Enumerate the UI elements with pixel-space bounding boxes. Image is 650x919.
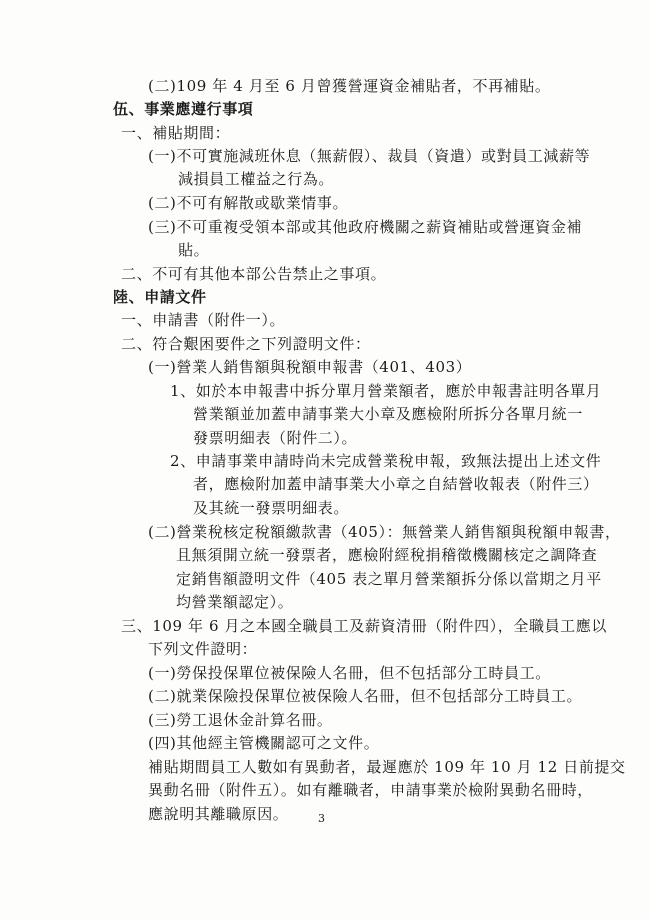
text-line: 應說明其離職原因。	[148, 805, 289, 823]
text-line: 均營業額認定）。	[176, 593, 294, 611]
text-line: 且無須開立統一發票者，應檢附經稅捐稽徵機關核定之調降查	[176, 546, 598, 564]
text-line: (三)不可重複受領本部或其他政府機關之薪資補貼或營運資金補	[148, 218, 583, 236]
text-line: (二)就業保險投保單位被保險人名冊，但不包括部分工時員工。	[148, 687, 583, 705]
text-line: 貼。	[178, 241, 210, 259]
text-line: 2、申請事業申請時尚未完成營業稅申報，致無法提出上述文件	[170, 452, 602, 470]
text-line: 二、符合艱困要件之下列證明文件：	[121, 335, 371, 353]
text-line: 及其統一發票明細表。	[193, 499, 350, 517]
text-line: (一)不可實施減班休息（無薪假）、裁員（資遣）或對員工減薪等	[148, 147, 591, 165]
text-line: 補貼期間員工人數如有異動者，最遲應於 109 年 10 月 12 日前提交	[148, 758, 626, 776]
text-line: 二、不可有其他本部公告禁止之事項。	[121, 265, 387, 283]
text-line: 營業額並加蓋申請事業大小章及應檢附所拆分各單月統一	[193, 405, 584, 423]
text-line: (四)其他經主管機關認可之文件。	[148, 734, 380, 752]
text-line: 一、申請書（附件一）。	[121, 311, 286, 329]
text-line: 發票明細表（附件二）。	[193, 429, 358, 447]
text-line: (一)營業人銷售額與稅額申報書（401、403）	[148, 358, 472, 376]
text-line: 1、如於本申報書中拆分單月營業額者，應於申報書註明各單月	[170, 382, 602, 400]
text-line: 減損員工權益之行為。	[178, 170, 335, 188]
section-heading: 陸、申請文件	[113, 288, 207, 306]
page-number: 3	[318, 812, 325, 825]
text-line: 下列文件證明：	[148, 640, 258, 658]
text-line: 定銷售額證明文件（405 表之單月營業額拆分係以當期之月平	[176, 570, 602, 588]
text-line: (三)勞工退休金計算名冊。	[148, 711, 333, 729]
text-line: (二)不可有解散或歇業情事。	[148, 194, 349, 212]
text-line: 一、補貼期間：	[121, 124, 231, 142]
text-line: (一)勞保投保單位被保險人名冊，但不包括部分工時員工。	[148, 664, 551, 682]
text-line: (二)109 年 4 月至 6 月曾獲營運資金補貼者，不再補貼。	[148, 77, 551, 95]
text-line: 者，應檢附加蓋申請事業大小章之自結營收報表（附件三）	[193, 475, 599, 493]
text-line: (二)營業稅核定稅額繳款書（405）：無營業人銷售額與稅額申報書，	[148, 523, 621, 541]
text-line: 三、109 年 6 月之本國全職員工及薪資清冊（附件四），全職員工應以	[121, 617, 607, 635]
text-line: 異動名冊（附件五）。如有離職者，申請事業於檢附異動名冊時，	[148, 781, 593, 799]
section-heading: 伍、事業應遵行事項	[113, 100, 254, 118]
